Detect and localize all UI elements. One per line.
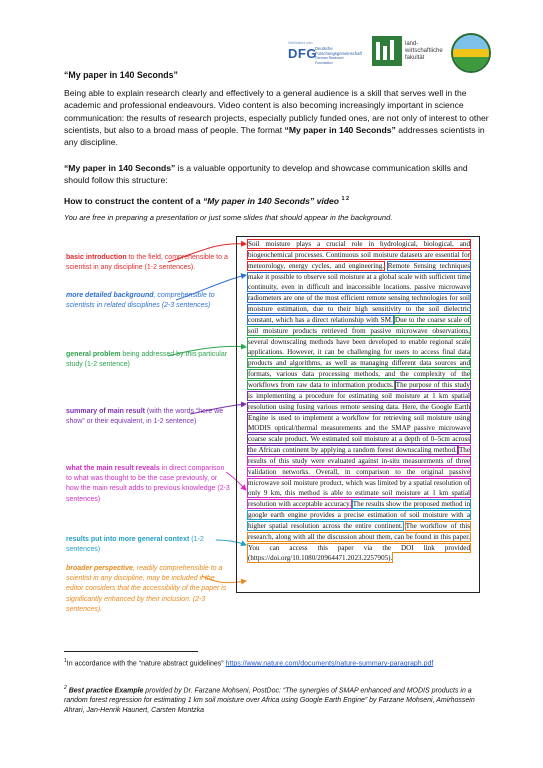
- abstract-problem-sentences: Due to the coarse scale of soil moisture products retrieved from passive microwave observations, several downscaling methods have been developed to enable regional scale applications. However, it can be challenging for users to access final data products and algorithms, as well as managing different data sources and formats, various data processing methods, and the complexity of the workflows from raw data to information products.: [248, 315, 470, 389]
- arrow-general-problem: [168, 346, 246, 356]
- dfg-logo-text: Deutsche Forschungsgemeinschaft German Research Foundation: [315, 46, 362, 65]
- instruction-note: You are free in preparing a presentation or just some slides that should appear in the background.: [64, 213, 393, 222]
- section-heading: How to construct the content of a “My paper in 140 Seconds” video $^{1 2}$: [64, 196, 350, 206]
- label-detailed-background: more detailed background, comprehensible to scientists in related disciplines (2-3 sentences): [66, 292, 215, 310]
- abstract-main-result-sentences: The purpose of this study is implementing a procedure for estimating soil moisture at 1 km spatial resolution using fusing various remote sensing data. Here, the Google Earth Engine is used to implement a workflow for retrieving soil moisture using MODIS optical/thermal measurements and the SMAP passive microwave coarse scale product. We estimated soil moisture at a depth of 0–5cm across the African continent by applying a random forest downscaling method.: [248, 380, 470, 455]
- nature-guidelines-link[interactable]: https://www.nature.com/documents/nature-summary-paragraph.pdf: [225, 660, 434, 668]
- arrow-basic-introduction: [168, 244, 246, 262]
- label-general-problem: general problem being addressed by this particular study (1-2 sentence): [66, 351, 228, 369]
- label-basic-introduction: basic introduction to the field, comprehensible to a scientist in any discipline (1-2 sentences).: [66, 254, 228, 272]
- structure-paragraph: “My paper in 140 Seconds” is a valuable opportunity to develop and showcase communication skills and should follow this structure:: [64, 163, 468, 186]
- faculty-logo-text: land- wirtschaftliche fakultät: [405, 41, 443, 61]
- abstract-context-sentences: The results show the proposed method in google earth engine provides a precise estimation of soil moisture with a higher spatial resolution across the entire continent.: [248, 500, 470, 530]
- doc-title: “My paper in 140 Seconds”: [64, 70, 178, 80]
- label-result-reveals: what the main result reveals in direct comparison to what was thought to be the case previously, or how the main result adds to previous knowledge (2-3 sentences): [66, 465, 230, 503]
- footnote-2: $^2$ Best practice Example provided by Dr. Farzane Mohseni, PostDoc: “The synergies of SMAP enhanced and MODIS products in a random forest regression for estimating 1 km soil moisture over Africa using Google Earth Engine” by Farzane Mohseni, Amirhossein Ahrari, Jan-Henrik Haunert, Carsten Montzka: [64, 685, 475, 714]
- abstract-intro-sentences: Soil moisture plays a crucial role in hydrological, biological, and biogeochemical processes. Continuous soil moisture datasets are essential for meteorology, energy cycles, and engineering.: [248, 240, 470, 270]
- dfg-funded-by: Gefördert von: [288, 40, 313, 45]
- label-main-result: summary of main result (with the words “here we show” or their equivalent, in 1-2 sentence): [66, 408, 224, 426]
- label-broader-perspective: broader perspective, readily comprehensible to a scientist in any discipline, may be included if the editor considers that the accessibility of the paper is significantly enhanced by their inclusion. (2-3 sentences).: [66, 565, 227, 613]
- example-abstract-text: [248, 239, 470, 564]
- abstract-perspective-sentences: The workflow of this research, along with all the discussion about them, can be found in this paper. You can access this paper via the DOI link provided (https://doi.org/10.1080/20964471.2023.2257905).: [248, 521, 471, 563]
- abstract-reveals-sentences: The results of this study were evaluated against in-situ measurements of three validation networks. Overall, in comparison to the original passive microwave soil moisture product, which was limited by a spatial resolution of only 9 km, this method is able to estimate soil moisture at 1 km spatial resolution with acceptable accuracy.: [248, 446, 470, 509]
- dfg-logo: DFG: [288, 46, 317, 61]
- footnote-divider: [64, 651, 198, 652]
- footnote-1: $^1$In accordance with the “nature abstract guidelines” https://www.nature.com/documents/nature-summary-paragraph.pdf: [64, 658, 434, 668]
- abstract-background-sentences: Remote Sensing techniques make it possible to observe soil moisture at a global scale with sufficient time continuity, even in difficult and inaccessible locations. passive microwave radiometers are one of the most efficient remote sensing technologies for soil moisture estimation, due to their high sensitivity to the soil dielectric constant, which has a direct relationship with SM.: [248, 261, 470, 324]
- label-general-context: results put into more general context (1-2 sentences): [66, 536, 204, 554]
- intro-paragraph: Being able to explain research clearly and effectively to a general audience is a skill that serves well in the academic and professional endeavours. Video content is also becoming increasingly important in science communication: the results of research projects, especially publicly funded ones, are not only of interest to other scientists, but also to a broad mass of people. The format “My paper in 140 Seconds” addresses scientists in any discipline.: [64, 88, 489, 148]
